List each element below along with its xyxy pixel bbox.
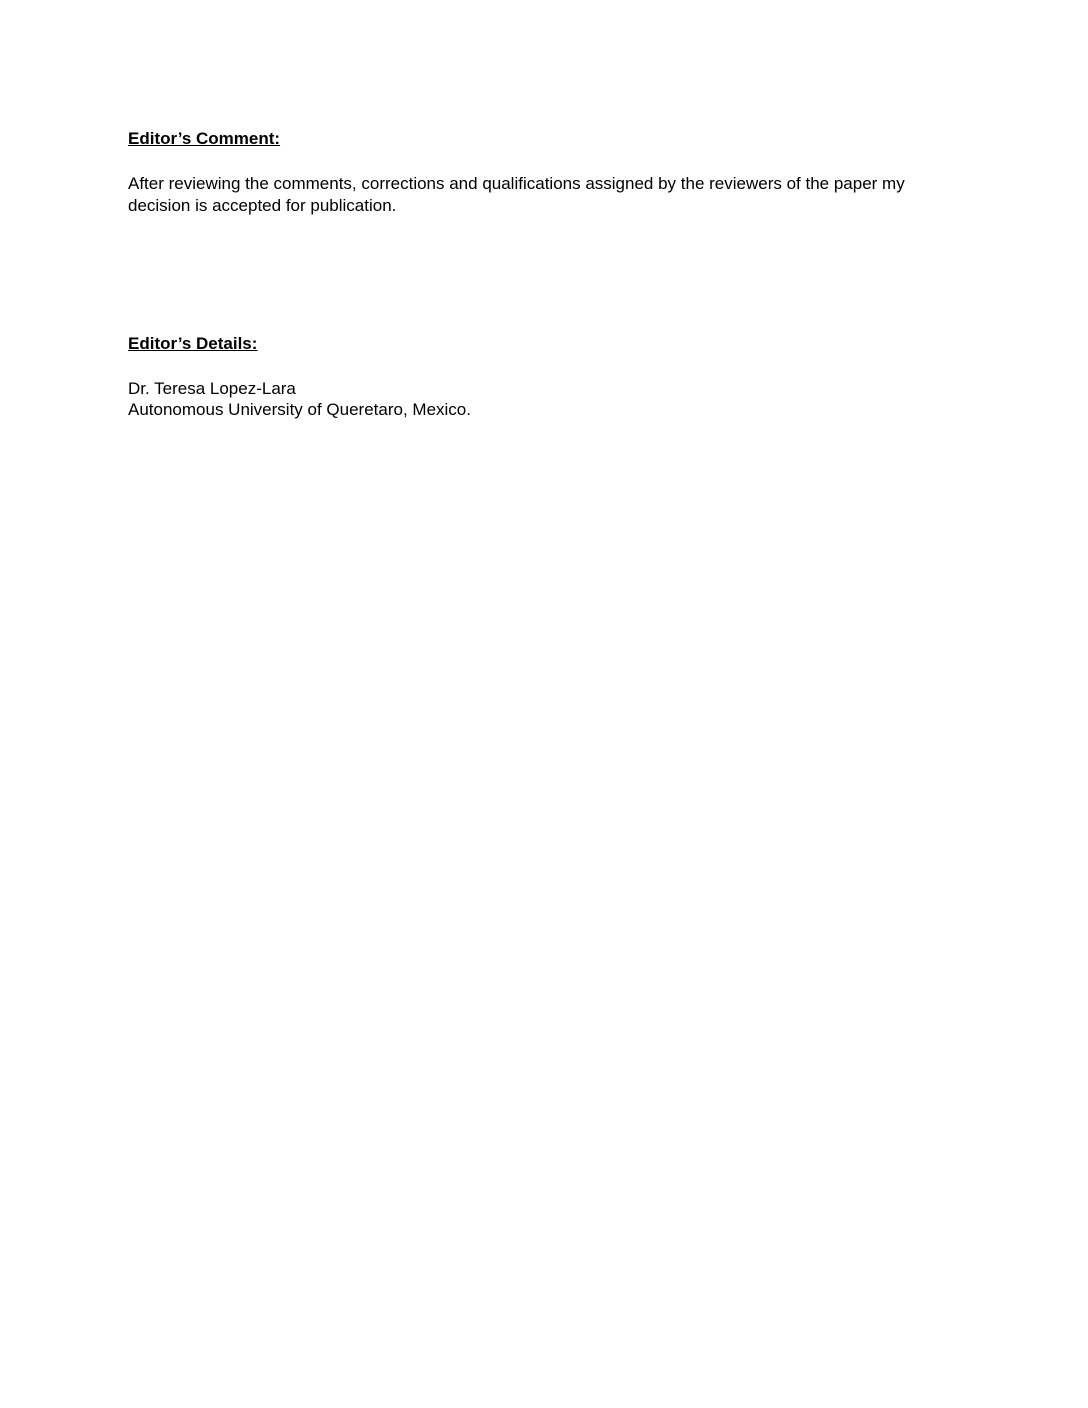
editor-name: Dr. Teresa Lopez-Lara (128, 379, 296, 398)
editor-comment-text: After reviewing the comments, corrections and qualifications assigned by the reviewers of the paper my decision is accepted for publication. (128, 174, 905, 215)
editor-comment-section (128, 128, 958, 216)
editor-details-block (128, 378, 958, 420)
editor-comment-heading: Editor’s Comment: (128, 129, 281, 148)
editor-details-heading: Editor’s Details: (128, 334, 258, 353)
editor-affiliation: Autonomous University of Queretaro, Mexico. (128, 400, 471, 419)
editor-details-section (128, 333, 958, 420)
